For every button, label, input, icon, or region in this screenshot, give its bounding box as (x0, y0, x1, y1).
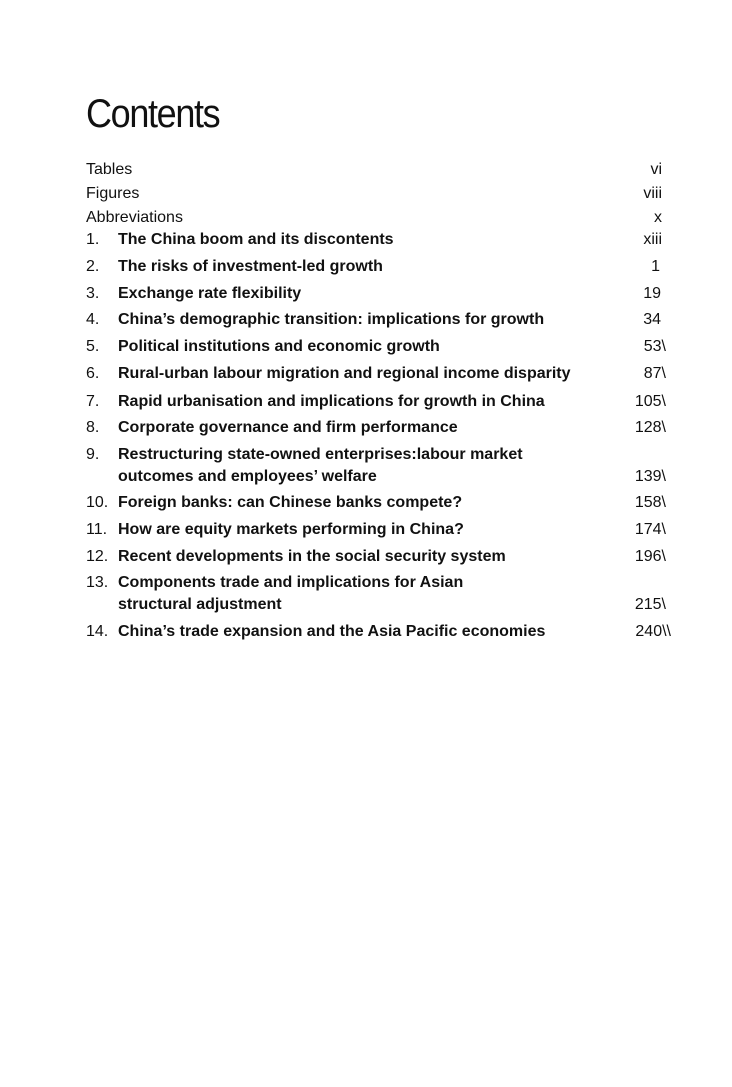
chapter-title: The risks of investment-led growth (118, 258, 383, 275)
chapter-title: How are equity markets performing in China? (118, 521, 464, 538)
chapter-page: xiii (643, 231, 662, 248)
chapter-number: 1. (86, 231, 100, 248)
chapter-title: Rapid urbanisation and implications for growth in China (118, 393, 545, 410)
chapter-number: 11. (86, 521, 108, 538)
toc-entry-label: Abbreviations (86, 209, 183, 226)
toc-entry-label: Figures (86, 185, 140, 202)
chapter-title: China’s demographic transition: implications for growth (118, 311, 545, 328)
chapter-page: 215\ (634, 596, 666, 613)
chapter-number: 14. (86, 623, 109, 640)
chapter-number: 2. (86, 258, 100, 275)
chapter-title: Components trade and implications for Asian (118, 574, 464, 591)
chapter-title-continued: structural adjustment (118, 596, 282, 613)
chapter-page: 139\ (634, 468, 666, 485)
chapter-page: 128\ (634, 419, 666, 436)
chapter-page: 196\ (634, 548, 666, 565)
chapter-title: Political institutions and economic growth (118, 338, 440, 355)
toc-entry-page: x (654, 209, 662, 226)
chapter-page: 34 (643, 311, 661, 328)
chapter-page: 19 (643, 285, 661, 302)
chapter-number: 9. (86, 446, 100, 463)
chapter-number: 12. (86, 548, 109, 565)
chapter-number: 10. (86, 494, 109, 511)
chapter-number: 6. (86, 365, 100, 382)
chapter-page: 174\ (634, 521, 666, 538)
page-title: Contents (86, 92, 220, 136)
chapter-title: China’s trade expansion and the Asia Pacific economies (118, 623, 546, 640)
chapter-page: 105\ (634, 393, 666, 410)
toc-entry-page: viii (643, 185, 662, 202)
chapter-page: 158\ (634, 494, 666, 511)
chapter-title: Recent developments in the social security system (118, 548, 506, 565)
chapter-number: 3. (86, 285, 100, 302)
chapter-title: The China boom and its discontents (118, 231, 394, 248)
chapter-title: Restructuring state-owned enterprises:labour market (118, 446, 523, 463)
chapter-number: 8. (86, 419, 100, 436)
chapter-page: 240\\ (635, 623, 671, 640)
chapter-page: 1 (651, 258, 660, 275)
toc-entry-page: vi (650, 161, 662, 178)
chapter-number: 7. (86, 393, 100, 410)
chapter-number: 4. (86, 311, 100, 328)
chapter-page: 87\ (643, 365, 666, 382)
toc-entry-label: Tables (86, 161, 133, 178)
chapter-title: Foreign banks: can Chinese banks compete? (118, 494, 463, 511)
chapter-number: 5. (86, 338, 100, 355)
chapter-title: Exchange rate flexibility (118, 285, 302, 302)
chapter-title: Rural-urban labour migration and regional income disparity (118, 365, 571, 382)
chapter-page: 53\ (643, 338, 666, 355)
chapter-title: Corporate governance and firm performance (118, 419, 458, 436)
chapter-title-continued: outcomes and employees’ welfare (118, 468, 377, 485)
chapter-number: 13. (86, 574, 109, 591)
